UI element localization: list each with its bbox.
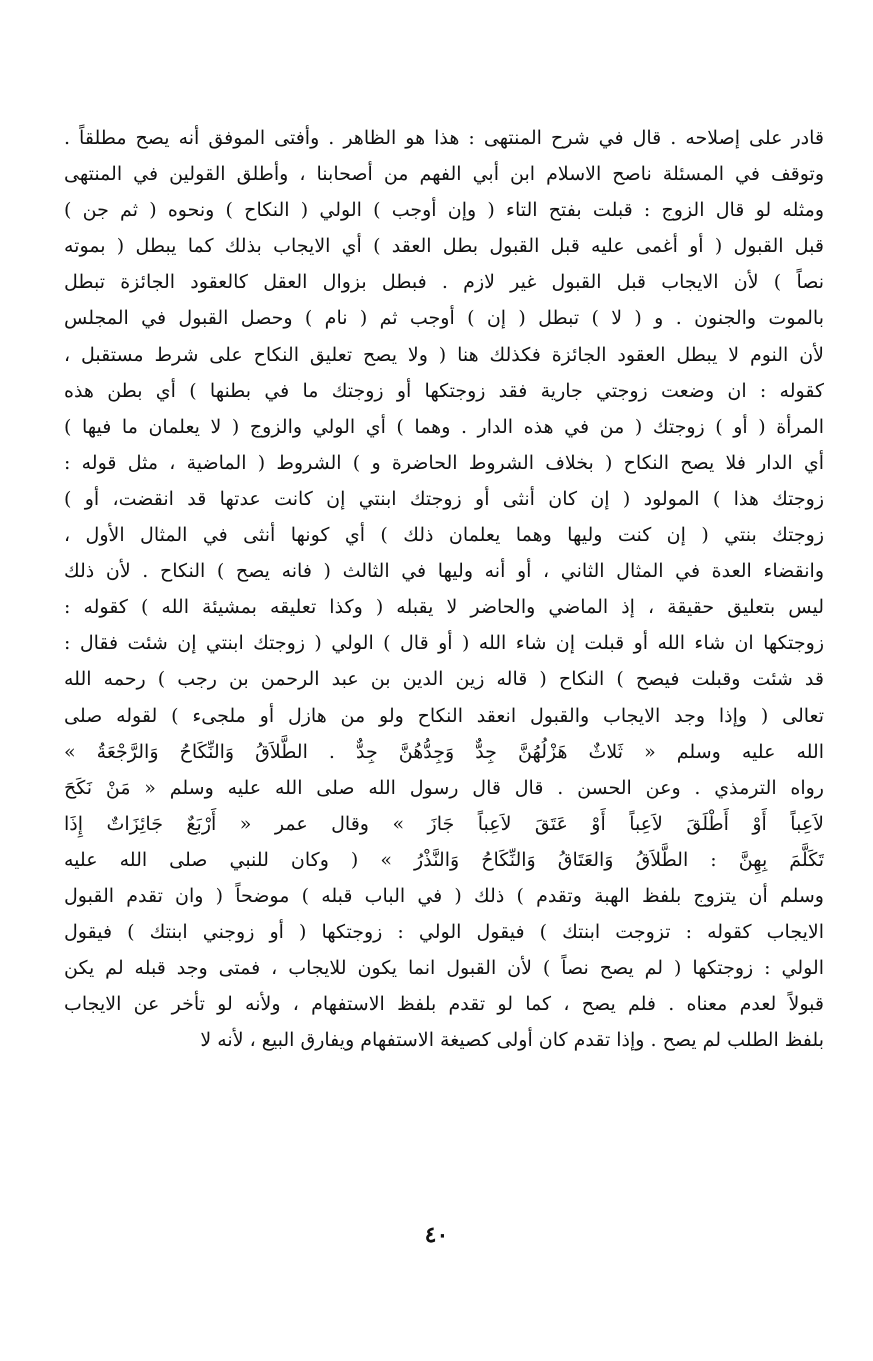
body-text (64, 120, 824, 1058)
text-line: قادر على إصلاحه . قال في شرح المنتهى : هذا هو الظاهر . وأفتى الموفق أنه يصح مطلقاً . (64, 127, 824, 149)
text-line: زوجتك هذا ) المولود ( إن كان أنثى أو زوجتك ابنتي إن كانت عدتها قد انقضت، أو ) (64, 487, 824, 510)
text-line: بالموت والجنون . و ( لا ) تبطل ( إن ) أوجب ثم ( نام ) وحصل القبول في المجلس (64, 307, 824, 330)
text-line: تعالى ( وإذا وجد الايجاب والقبول انعقد النكاح ولو من هازل أو ملجىء ) لقوله صلى (64, 704, 824, 727)
text-line: وانقضاء العدة في المثال الثاني ، أو أنه وليها في الثالث ( فانه يصح ) النكاح . لأن ذلك (64, 560, 824, 583)
text-line: نصاً ) لأن الايجاب قبل القبول غير لازم . فبطل بزوال العقل كالعقود الجائزة تبطل (64, 271, 824, 294)
text-line: زوجتك بنتي ( إن كنت وليها وهما يعلمان ذلك ) أي كونها أنثى في المثال الأول ، (64, 524, 824, 547)
text-line: ومثله لو قال الزوج : قبلت بفتح التاء ( وإن أوجب ) الولي ( النكاح ) ونحوه ( ثم جن ) (64, 199, 824, 222)
text-line: الايجاب كقوله : تزوجت ابنتك ) فيقول الولي : زوجتكها ( أو زوجني ابنتك ) فيقول (64, 921, 824, 944)
text-line: المرأة ( أو ) زوجتك ( من في هذه الدار . وهما ) أي الولي والزوج ( لا يعلمان ما فيها ) (64, 415, 824, 438)
text-line: الله عليه وسلم « ثَلاثٌ هَزْلُهُنَّ جِدٌّ وَجِدُّهُنَّ جِدٌّ . الطَّلاَقُ وَالنِّكَاحُ وَالرَّجْعَةُ » (64, 740, 824, 763)
text-line: وسلم أن يتزوج بلفظ الهبة وتقدم ) ذلك ( في الباب قبله ) موضحاً ( وان تقدم القبول (64, 884, 824, 907)
text-line: لاَعِباً أَوْ أَطْلَقَ لاَعِباً أَوْ عَتَقَ لاَعِباً جَازَ » وقال عمر « أَرْبَعٌ جَائِزَاتٌ إِذَا (64, 812, 824, 835)
text-line: لأن النوم لا يبطل العقود الجائزة فكذلك هنا ( ولا يصح تعليق النكاح على شرط مستقبل ، (64, 343, 824, 366)
page-number: ٤٠ (424, 1222, 449, 1248)
text-line: ليس بتعليق حقيقة ، إذ الماضي والحاضر لا يقبله ( وكذا تعليقه بمشيئة الله ) كقوله : (64, 596, 824, 619)
text-line: الولي : زوجتكها ( لم يصح نصاً ) لأن القبول انما يكون للايجاب ، فمتى وجد قبله لم يكن (64, 957, 824, 980)
text-line: زوجتكها ان شاء الله أو قبلت إن شاء الله ( أو قال ) الولي ( زوجتك ابنتي إن شئت فقال : (64, 632, 824, 655)
text-line: بلفظ الطلب لم يصح . وإذا تقدم كان أولى كصيغة الاستفهام ويفارق البيع ، لأنه لا (200, 1029, 824, 1052)
text-line: قبولاً لعدم معناه . فلم يصح ، كما لو تقدم بلفظ الاستفهام ، ولأنه لو تأخر عن الايجاب (64, 993, 824, 1016)
text-line: أي الدار فلا يصح النكاح ( بخلاف الشروط الحاضرة و ) الشروط ( الماضية ، مثل قوله : (64, 451, 824, 474)
text-line: كقوله : ان وضعت زوجتي جارية فقد زوجتكها أو زوجتك ما في بطنها ) أي بطن هذه (64, 379, 824, 402)
text-line: تَكَلَّمَ بِهِنَّ : الطَّلاَقُ وَالعَتَاقُ وَالنِّكَاحُ وَالنَّذْرُ » ( وكان للنبي صلى الله عليه (64, 848, 824, 871)
text-line: قد شئت وقبلت فيصح ) النكاح ( قاله زين الدين بن عبد الرحمن بن رجب ) رحمه الله (64, 668, 824, 691)
text-line: وتوقف في المسئلة ناصح الاسلام ابن أبي الفهم من أصحابنا ، وأطلق القولين في المنتهى (64, 163, 824, 186)
text-line: قبل القبول ( أو أغمى عليه قبل القبول بطل العقد ) أي الايجاب بذلك كما يبطل ( بموته (64, 235, 824, 258)
text-line: رواه الترمذي . وعن الحسن . قال قال رسول الله صلى الله عليه وسلم « مَنْ نَكَحَ (64, 776, 824, 799)
